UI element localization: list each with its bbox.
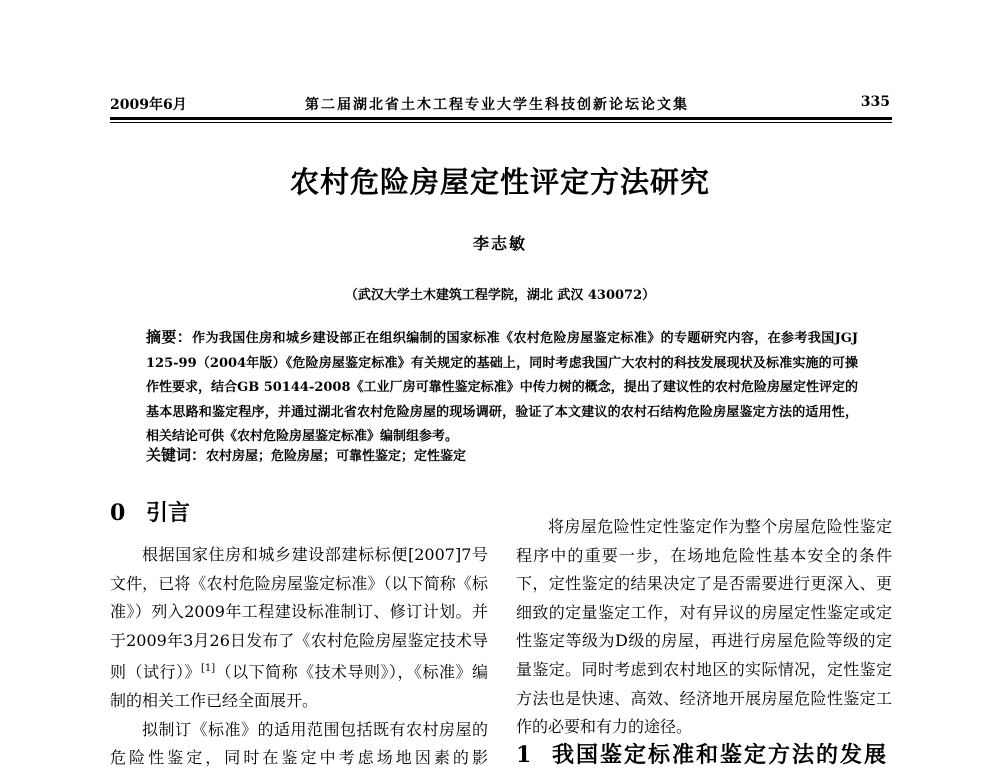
section-heading-development [516,738,888,769]
section-heading-introduction [110,496,190,527]
paragraph: 将房屋危险性定性鉴定作为整个房屋危险性鉴定程序中的重要一步，在场地危险性基本安全的条件下，定性鉴定的结果决定了是否需要进行更深入、更细致的定量鉴定工作，对有异议的房屋定性鉴定或定性鉴定等级为D级的房屋，再进行房屋危险等级的定量鉴定。同时考虑到农村地区的实际情况，定性鉴定方法也是快速、高效、经济地开展房屋危险性鉴定工作的必要和有力的途径。 [516,517,892,737]
section-title: 我国鉴定标准和鉴定方法的发展 [552,742,889,768]
paragraph-text: （以下简称《技术导则》），《标准》编制的相关工作已经全面展开。 [110,662,488,711]
paper-affiliation: （武汉大学土木建筑工程学院，湖北 武汉 430072） [344,288,656,303]
paper-title: 农村危险房屋定性评定方法研究 [289,165,710,199]
citation: [1] [200,663,216,675]
abstract-label: 摘要： [146,328,193,346]
keywords-text: 农村房屋；危险房屋；可靠性鉴定；定性鉴定 [206,449,467,464]
paragraph [110,541,488,716]
section-title: 引言 [146,500,191,526]
header-journal-title: 第二届湖北省土木工程专业大学生科技创新论坛论文集 [305,97,689,113]
header-page-number: 335 [860,94,890,110]
right-column [516,513,892,742]
keywords-label: 关键词： [146,446,207,464]
abstract-text: 作为我国住房和城乡建设部正在组织编制的国家标准《农村危险房屋鉴定标准》的专题研究内容，在参考我国JGJ 125-99（2004年版）《危险房屋鉴定标准》有关规定的基础上，同时考虑我国广大农村的科技发展现状及标准实施的可操作性要求，结合GB 50144-2008《工业厂房可靠性鉴定标准》中传力树的概念，提出了建议性的农村危险房屋定性评定的基本思路和鉴定程序，并通过湖北省农村危险房屋的现场调研，验证了本文建议的农村石结构危险房屋鉴定方法的适用性，相关结论可供《农村危险房屋鉴定标准》编制组参考。 [146,331,858,445]
header-rule-thin [110,122,892,123]
abstract [146,325,858,450]
paragraph-text: 根据国家住房和城乡建设部建标标便[2007]7号文件，已将《农村危险房屋鉴定标准》（以下简称《标准》）列入2009年工程建设标准制订、修订计划。并于2009年3月26日发布了《农村危险房屋鉴定技术导则（试行）》 [110,545,488,682]
section-number: 1 [516,742,534,768]
paragraph: 拟制订《标准》的适用范围包括既有农村房屋的危险性鉴定，同时在鉴定中考虑场地因素的影 [110,719,488,768]
left-column [110,541,488,773]
paper-author: 李志敏 [472,234,527,253]
keywords [146,443,858,469]
section-number: 0 [110,500,126,526]
running-header [110,94,892,118]
header-rule-thick [110,117,892,120]
header-date: 2009年6月 [110,97,187,113]
